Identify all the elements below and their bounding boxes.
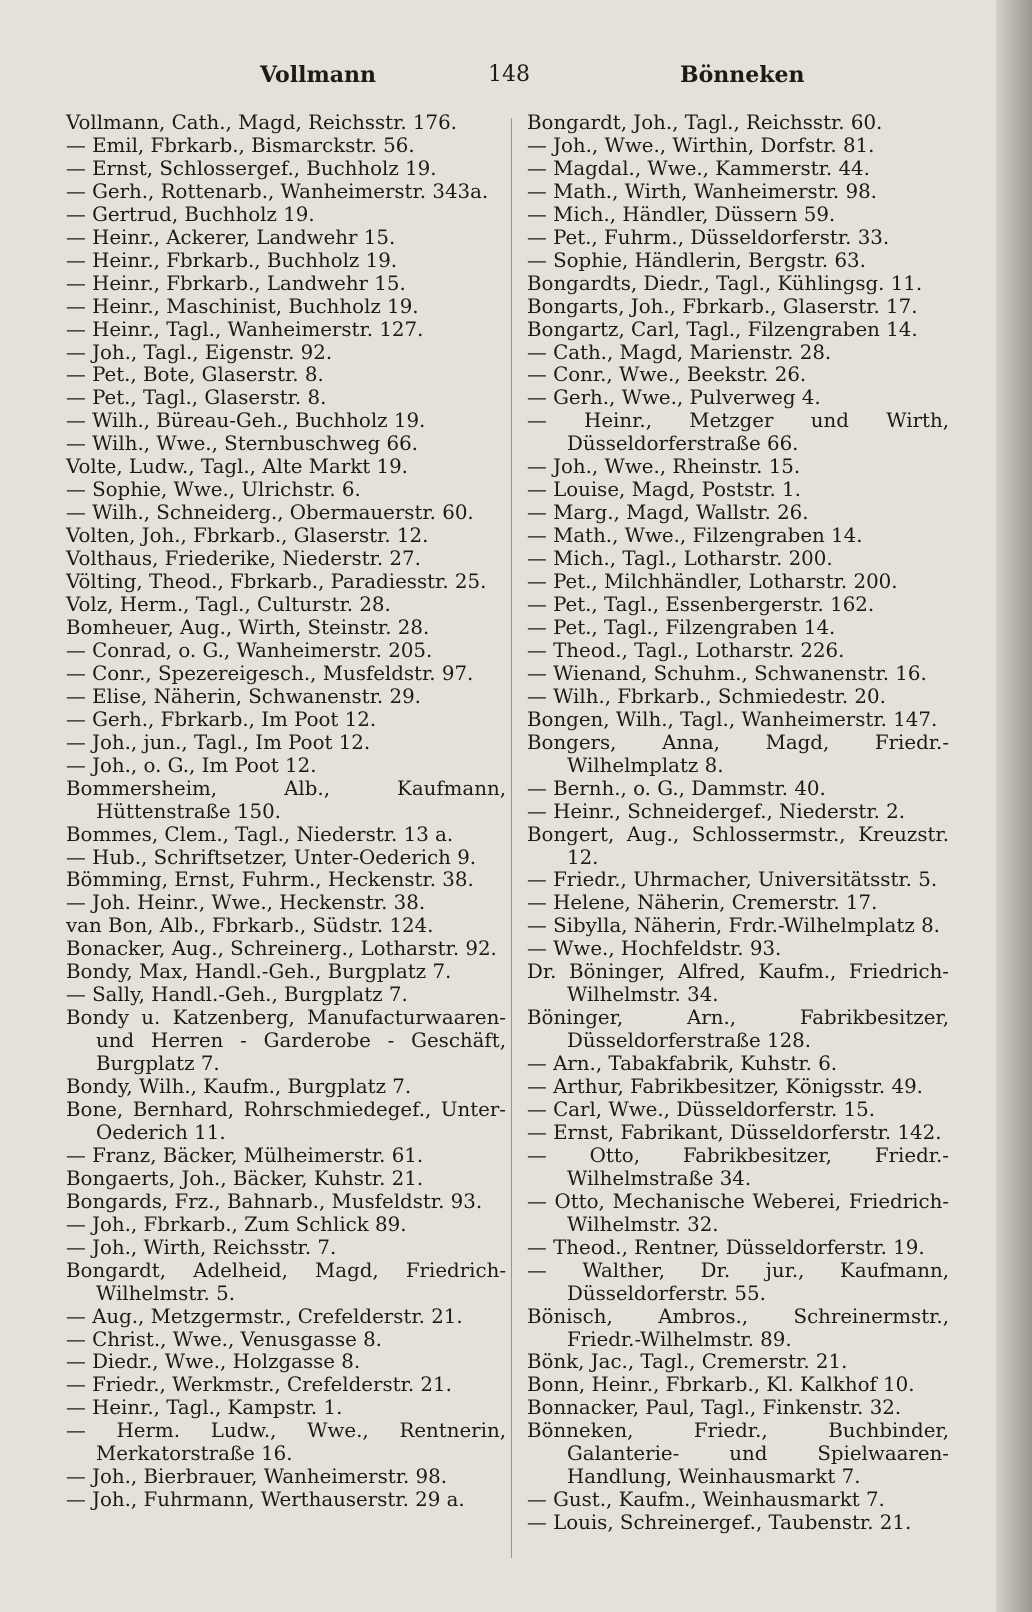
directory-entry: Bonacker, Aug., Schreinerg., Lotharstr. 92. — [66, 937, 497, 961]
directory-entry: — Sally, Handl.-Geh., Burgplatz 7. — [66, 983, 408, 1007]
directory-entry: — Walther, Dr. jur., Kaufmann, Düsseldorferstr. 55. — [527, 1258, 949, 1305]
directory-entry: — Conr., Wwe., Beekstr. 26. — [527, 363, 807, 387]
directory-entry: Bömming, Ernst, Fuhrm., Heckenstr. 38. — [66, 868, 474, 892]
directory-entry: — Carl, Wwe., Düsseldorferstr. 15. — [527, 1097, 876, 1121]
directory-entry: — Heinr., Maschinist, Buchholz 19. — [66, 294, 419, 318]
directory-entry: van Bon, Alb., Fbrkarb., Südstr. 124. — [66, 914, 434, 938]
directory-entry: Bommes, Clem., Tagl., Niederstr. 13 a. — [66, 822, 454, 846]
directory-entry: — Otto, Fabrikbesitzer, Friedr.-Wilhelmstraße 34. — [527, 1143, 949, 1190]
directory-entry: — Pet., Fuhrm., Düsseldorferstr. 33. — [527, 225, 890, 249]
directory-entry: — Math., Wwe., Filzengraben 14. — [527, 524, 863, 548]
directory-entry: — Joh., Fbrkarb., Zum Schlick 89. — [66, 1212, 407, 1236]
directory-entry: Bomheuer, Aug., Wirth, Steinstr. 28. — [66, 615, 430, 639]
directory-entry: Bonn, Heinr., Fbrkarb., Kl. Kalkhof 10. — [527, 1373, 915, 1397]
directory-entry: Völting, Theod., Fbrkarb., Paradiesstr. 25. — [66, 570, 487, 594]
directory-entry: — Joh. Heinr., Wwe., Heckenstr. 38. — [66, 891, 426, 915]
directory-entry: — Christ., Wwe., Venusgasse 8. — [66, 1327, 382, 1351]
directory-entry: — Joh., Bierbrauer, Wanheimerstr. 98. — [66, 1465, 448, 1489]
directory-entry: — Mich., Händler, Düssern 59. — [527, 202, 836, 226]
directory-entry: Bönisch, Ambros., Schreinermstr., Friedr.-Wilhelmstr. 89. — [527, 1304, 949, 1351]
directory-entry: — Louis, Schreinergef., Taubenstr. 21. — [527, 1511, 912, 1535]
directory-entry: — Ernst, Schlossergef., Buchholz 19. — [66, 156, 437, 180]
directory-entry: Böninger, Arn., Fabrikbesitzer, Düsseldorferstraße 128. — [527, 1006, 949, 1053]
directory-entry: Volte, Ludw., Tagl., Alte Markt 19. — [66, 455, 408, 479]
directory-entry: Dr. Böninger, Alfred, Kaufm., Friedrich-Wilhelmstr. 34. — [527, 960, 949, 1007]
directory-entry: — Heinr., Schneidergef., Niederstr. 2. — [527, 799, 906, 823]
directory-entry: — Wilh., Büreau-Geh., Buchholz 19. — [66, 409, 426, 433]
directory-entry: — Pet., Bote, Glaserstr. 8. — [66, 363, 324, 387]
directory-entry: — Heinr., Tagl., Wanheimerstr. 127. — [66, 317, 424, 341]
directory-entry: — Arthur, Fabrikbesitzer, Königsstr. 49. — [527, 1075, 923, 1099]
page-number: 148 — [488, 62, 530, 87]
directory-entry: Bongardts, Diedr., Tagl., Kühlingsg. 11. — [527, 271, 923, 295]
directory-entry: — Cath., Magd, Marienstr. 28. — [527, 340, 832, 364]
page-header — [60, 62, 810, 102]
directory-entry: Bongardt, Joh., Tagl., Reichsstr. 60. — [527, 111, 883, 134]
directory-entry: Bongaerts, Joh., Bäcker, Kuhstr. 21. — [66, 1166, 424, 1190]
directory-entry: Bongartz, Carl, Tagl., Filzengraben 14. — [527, 317, 918, 341]
directory-entry: — Bernh., o. G., Dammstr. 40. — [527, 776, 826, 800]
directory-entry: Volz, Herm., Tagl., Culturstr. 28. — [66, 593, 391, 617]
directory-entry: — Pet., Tagl., Essenbergerstr. 162. — [527, 593, 875, 617]
header-right-keyword: Bönneken — [680, 62, 805, 88]
directory-entry: — Sophie, Händlerin, Bergstr. 63. — [527, 248, 866, 272]
directory-entry: Bondy, Wilh., Kaufm., Burgplatz 7. — [66, 1075, 412, 1099]
directory-entry: — Franz, Bäcker, Mülheimerstr. 61. — [66, 1143, 424, 1167]
directory-entry: — Conrad, o. G., Wanheimerstr. 205. — [66, 638, 433, 662]
header-left-keyword: Vollmann — [260, 62, 376, 88]
directory-entry: — Otto, Mechanische Weberei, Friedrich-Wilhelmstr. 32. — [527, 1189, 949, 1236]
directory-entry: — Gerh., Rottenarb., Wanheimerstr. 343a. — [66, 179, 489, 203]
directory-entry: — Herm. Ludw., Wwe., Rentnerin, Merkatorstraße 16. — [66, 1419, 506, 1466]
directory-entry: — Pet., Tagl., Glaserstr. 8. — [66, 386, 327, 410]
directory-entry: — Emil, Fbrkarb., Bismarckstr. 56. — [66, 133, 415, 157]
directory-entry: — Joh., Wwe., Wirthin, Dorfstr. 81. — [527, 133, 875, 157]
column-divider — [511, 118, 512, 1558]
directory-entry: Bondy u. Katzenberg, Manufacturwaaren- und Herren - Garderobe - Geschäft, Burgplatz 7. — [66, 1006, 506, 1076]
directory-entry: — Joh., Tagl., Eigenstr. 92. — [66, 340, 333, 364]
directory-entry: — Joh., Wwe., Rheinstr. 15. — [527, 455, 801, 479]
directory-entry: Bönneken, Friedr., Buchbinder, Galanterie- und Spielwaaren-Handlung, Weinhausmarkt 7. — [527, 1419, 949, 1489]
directory-entry: — Joh., Wirth, Reichsstr. 7. — [66, 1235, 337, 1259]
directory-entry: — Friedr., Werkmstr., Crefelderstr. 21. — [66, 1373, 452, 1397]
directory-entry: Volten, Joh., Fbrkarb., Glaserstr. 12. — [66, 524, 429, 548]
directory-entry: Bommersheim, Alb., Kaufmann, Hüttenstraße 150. — [66, 776, 506, 823]
directory-entry: — Joh., o. G., Im Poot 12. — [66, 753, 317, 777]
directory-entry: Bonnacker, Paul, Tagl., Finkenstr. 32. — [527, 1396, 902, 1420]
directory-entry: — Elise, Näherin, Schwanenstr. 29. — [66, 684, 421, 708]
directory-entry: Bongert, Aug., Schlossermstr., Kreuzstr. 12. — [527, 822, 949, 869]
directory-entry: Bongarts, Joh., Fbrkarb., Glaserstr. 17. — [527, 294, 918, 318]
directory-entry: — Pet., Tagl., Filzengraben 14. — [527, 615, 836, 639]
directory-entry: — Heinr., Metzger und Wirth, Düsseldorferstraße 66. — [527, 409, 949, 456]
directory-entry: — Arn., Tabakfabrik, Kuhstr. 6. — [527, 1052, 838, 1076]
directory-entry: — Gerh., Fbrkarb., Im Poot 12. — [66, 707, 377, 731]
directory-entry: — Friedr., Uhrmacher, Universitätsstr. 5. — [527, 868, 938, 892]
directory-entry: Bone, Bernhard, Rohrschmiedegef., Unter-Oederich 11. — [66, 1097, 506, 1144]
directory-entry: — Heinr., Tagl., Kampstr. 1. — [66, 1396, 343, 1420]
directory-entry: — Heinr., Ackerer, Landwehr 15. — [66, 225, 396, 249]
directory-entry: Bondy, Max, Handl.-Geh., Burgplatz 7. — [66, 960, 452, 984]
directory-entry: — Conr., Spezereigesch., Musfeldstr. 97. — [66, 661, 474, 685]
directory-entry: — Joh., jun., Tagl., Im Poot 12. — [66, 730, 371, 754]
right-column — [527, 112, 949, 1535]
directory-entry: — Heinr., Fbrkarb., Buchholz 19. — [66, 248, 398, 272]
directory-entry: — Ernst, Fabrikant, Düsseldorferstr. 142. — [527, 1120, 942, 1144]
directory-entry: Bongardt, Adelheid, Magd, Friedrich-Wilhelmstr. 5. — [66, 1258, 506, 1305]
directory-entry: — Joh., Fuhrmann, Werthauserstr. 29 a. — [66, 1488, 465, 1512]
directory-entry: — Gerh., Wwe., Pulverweg 4. — [527, 386, 821, 410]
directory-entry: — Heinr., Fbrkarb., Landwehr 15. — [66, 271, 406, 295]
directory-entry: — Aug., Metzgermstr., Crefelderstr. 21. — [66, 1304, 463, 1328]
directory-entry: Bongers, Anna, Magd, Friedr.-Wilhelmplatz 8. — [527, 730, 949, 777]
directory-entry: — Math., Wirth, Wanheimerstr. 98. — [527, 179, 877, 203]
directory-entry: Vollmann, Cath., Magd, Reichsstr. 176. — [66, 111, 457, 134]
directory-entry: — Diedr., Wwe., Holzgasse 8. — [66, 1350, 361, 1374]
directory-entry: — Sophie, Wwe., Ulrichstr. 6. — [66, 478, 361, 502]
directory-entry: Bongards, Frz., Bahnarb., Musfeldstr. 93. — [66, 1189, 483, 1213]
directory-entry: — Wilh., Wwe., Sternbuschweg 66. — [66, 432, 418, 456]
directory-entry: — Theod., Rentner, Düsseldorferstr. 19. — [527, 1235, 925, 1259]
directory-entry: — Gertrud, Buchholz 19. — [66, 202, 315, 226]
page-edge-shadow — [996, 0, 1032, 1612]
directory-entry: — Theod., Tagl., Lotharstr. 226. — [527, 638, 845, 662]
directory-entry: — Wienand, Schuhm., Schwanenstr. 16. — [527, 661, 927, 685]
directory-entry: — Pet., Milchhändler, Lotharstr. 200. — [527, 570, 898, 594]
left-column — [66, 112, 506, 1512]
directory-entry: — Sibylla, Näherin, Frdr.-Wilhelmplatz 8. — [527, 914, 940, 938]
directory-entry: — Gust., Kaufm., Weinhausmarkt 7. — [527, 1488, 885, 1512]
directory-entry: Bönk, Jac., Tagl., Cremerstr. 21. — [527, 1350, 848, 1374]
directory-entry: Volthaus, Friederike, Niederstr. 27. — [66, 547, 421, 571]
directory-entry: — Hub., Schriftsetzer, Unter-Oederich 9. — [66, 845, 477, 869]
directory-entry: — Marg., Magd, Wallstr. 26. — [527, 501, 809, 525]
directory-entry: — Wilh., Fbrkarb., Schmiedestr. 20. — [527, 684, 886, 708]
directory-entry: Bongen, Wilh., Tagl., Wanheimerstr. 147. — [527, 707, 938, 731]
directory-entry: — Louise, Magd, Poststr. 1. — [527, 478, 801, 502]
directory-entry: — Magdal., Wwe., Kammerstr. 44. — [527, 156, 870, 180]
directory-entry: — Helene, Näherin, Cremerstr. 17. — [527, 891, 878, 915]
directory-entry: — Mich., Tagl., Lotharstr. 200. — [527, 547, 833, 571]
directory-entry: — Wilh., Schneiderg., Obermauerstr. 60. — [66, 501, 474, 525]
directory-entry: — Wwe., Hochfeldstr. 93. — [527, 937, 782, 961]
